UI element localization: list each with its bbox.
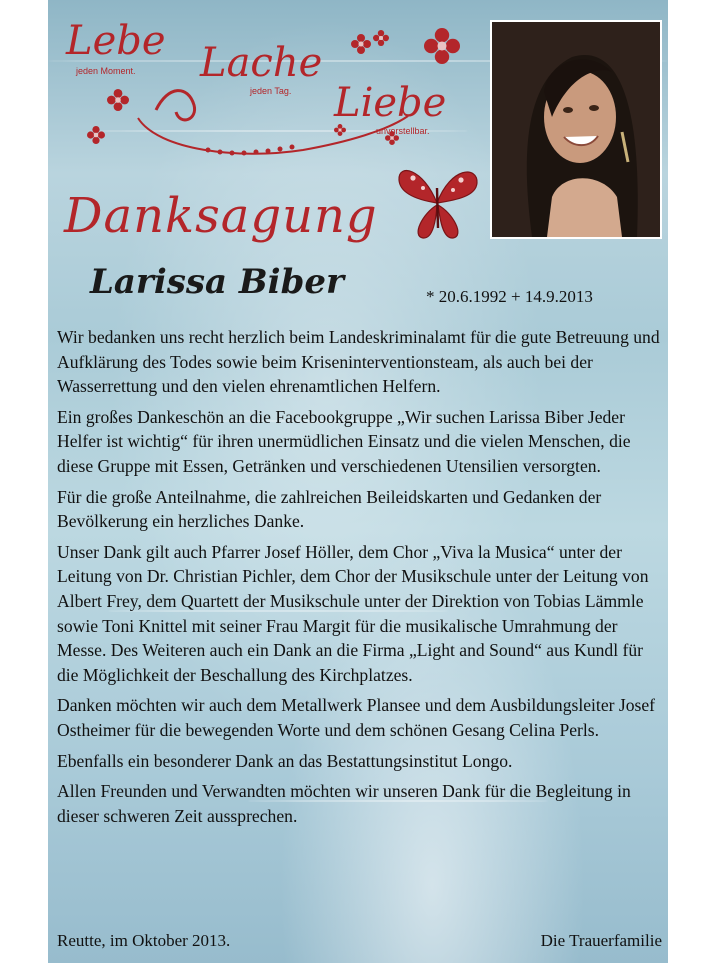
paragraph: Ein großes Dankeschön an die Facebookgruppe „Wir suchen Larissa Biber Jeder Helfer ist wichtig“ für ihren unermüdlichen Einsatz und die vielen Menschen, die diese Gruppe mit Essen, Getränken und verschiedenen Utensilien versorgten.: [57, 406, 631, 476]
motto-sub-laugh: jeden Tag.: [250, 86, 292, 96]
paragraph: Allen Freunden und Verwandten möchten wir unseren Dank für die Begleitung in dieser schweren Zeit aussprechen.: [57, 781, 631, 826]
paragraph: Wir bedanken uns recht herzlich beim Landeskriminalamt für die gute Betreuung und Aufklärung des Todes sowie beim Kriseninterventionsteam, als auch bei der Wasserrettung und den vielen ehrenamtlichen Helfern.: [57, 327, 660, 397]
paragraph: Unser Dank gilt auch Pfarrer Josef Höller, dem Chor „Viva la Musica“ unter der Leitung von Dr. Christian Pichler, dem Chor der Musikschule unter der Leitung von Albert Frey, dem Quartett der Musikschule unter der Direktion von Tobias Lämmle sowie Toni Knittel mit seiner Frau Margit für die musikalische Umrahmung der Messe. Des Weiteren auch ein Dank an die Firma „Light and Sound“ aus Kundl für die Möglichkeit der Beschallung des Kirchplatzes.: [57, 541, 649, 685]
paragraph: Danken möchten wir auch dem Metallwerk Plansee und dem Ausbildungsleiter Josef Ostheimer für die bewegenden Worte und dem schönen Gesang Celina Perls.: [57, 695, 656, 740]
deceased-name: Larissa Biber: [90, 262, 344, 302]
paragraph: Für die große Anteilnahme, die zahlreichen Beileidskarten und Gedanken der Bevölkerung ein herzliches Danke.: [57, 486, 602, 532]
place-date: Reutte, im Oktober 2013.: [57, 931, 231, 950]
butterfly-icon: [393, 158, 483, 248]
life-dates: * 20.6.1992 + 14.9.2013: [426, 287, 593, 306]
motto-sub-live: jeden Moment.: [76, 66, 136, 76]
page-title: Danksagung: [64, 188, 378, 244]
obituary-card: [48, 0, 668, 963]
paragraph: Ebenfalls ein besonderer Dank an das Bestattungsinstitut Longo.: [57, 750, 513, 771]
motto-word-love: Liebe: [334, 80, 447, 126]
motto-word-laugh: Lache: [200, 40, 323, 86]
motto-sub-love: unvorstellbar.: [376, 126, 430, 136]
message-body: [57, 325, 663, 834]
motto-word-live: Lebe: [66, 18, 166, 64]
portrait-photo: [490, 20, 662, 239]
signature: Die Trauerfamilie: [540, 931, 662, 950]
